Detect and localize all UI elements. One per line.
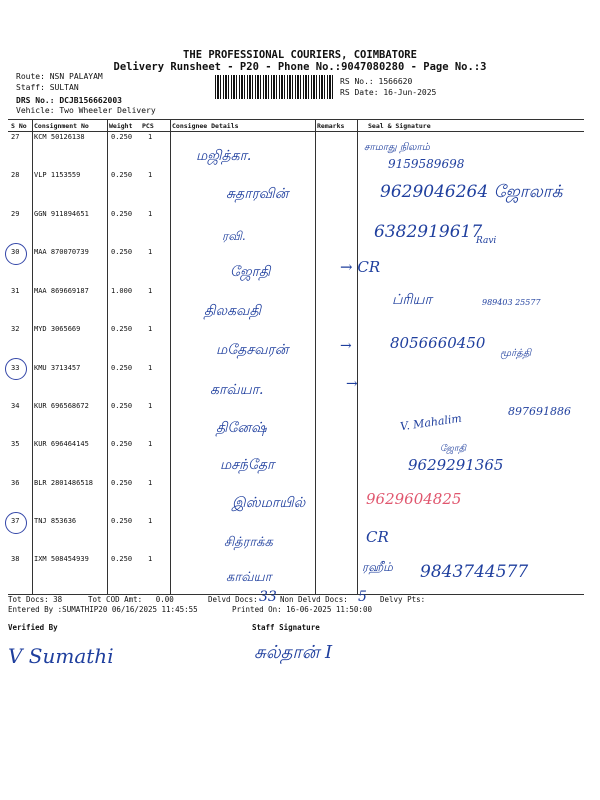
row-pcs: 1 (148, 364, 153, 372)
row-sno: 27 (11, 133, 20, 141)
col-header-consignment: Consignment No (34, 122, 89, 130)
row-pcs: 1 (148, 248, 153, 256)
company-title: THE PROFESSIONAL COURIERS, COIMBATORE (183, 49, 417, 61)
arrow-mark: → (340, 338, 352, 354)
seal-handwriting: CR (366, 528, 389, 546)
row-sno: 35 (11, 440, 20, 448)
row-pcs: 1 (148, 555, 153, 563)
consignee-handwriting: ரவி. (222, 229, 246, 243)
seal-handwriting: மூர்த்தி (500, 348, 532, 359)
seal-handwriting: ரஹீம் (362, 560, 393, 574)
seal-handwriting: V. Mahalim (399, 411, 463, 434)
col-divider (357, 119, 358, 595)
entered-by: Entered By :SUMATHIP20 06/16/2025 11:45:55 (8, 605, 198, 614)
tot-docs: Tot Docs: 38 (8, 595, 63, 604)
consignee-handwriting: மசந்தோ (220, 457, 275, 473)
row-sno: 29 (11, 210, 20, 218)
remark-arrow-handwriting: → CR (340, 258, 381, 276)
seal-phone-handwriting: 897691886 (508, 405, 571, 418)
seal-phone-handwriting: 9159589698 (388, 157, 465, 171)
row-consignment: BLR 2801486518 (34, 479, 94, 487)
row-pcs: 1 (148, 325, 153, 333)
row-pcs: 1 (148, 402, 153, 410)
row-pcs: 1 (148, 517, 153, 525)
col-header-consignee: Consignee Details (172, 122, 239, 130)
row-weight: 0.250 (111, 364, 133, 372)
runsheet-subtitle: Delivery Runsheet - P20 - Phone No.:9047080280 - Page No.:3 (113, 61, 487, 73)
row-weight: 0.250 (111, 479, 133, 487)
col-header-seal: Seal & Signature (368, 122, 431, 130)
col-divider (32, 119, 33, 595)
row-consignment: KCM 50126138 (34, 133, 85, 141)
row-weight: 0.250 (111, 555, 133, 563)
col-header-sno: S No (11, 122, 27, 130)
row-sno: 32 (11, 325, 20, 333)
staff-signature-label: Staff Signature (252, 623, 320, 632)
row-pcs: 1 (148, 287, 153, 295)
col-divider (170, 119, 171, 595)
consignee-handwriting: சுதாரவின் (226, 186, 289, 202)
row-pcs: 1 (148, 171, 153, 179)
row-consignment: MYD 3065669 (34, 325, 81, 333)
consignee-handwriting: இஸ்மாயில் (232, 495, 306, 511)
col-header-weight: Weight (109, 122, 133, 130)
seal-phone-handwriting: 989403 25577 (482, 298, 541, 307)
row-weight: 0.250 (111, 248, 133, 256)
rs-no-line: RS No.: 1566620 (340, 77, 413, 86)
row-weight: 0.250 (111, 517, 133, 525)
consignee-handwriting: காவ்யா (226, 570, 272, 585)
row-consignment: KUR 696464145 (34, 440, 89, 448)
consignee-handwriting: காவ்யா. (210, 382, 264, 398)
row-pcs: 1 (148, 479, 153, 487)
row-consignment: TNJ 853636 (34, 517, 77, 525)
tot-cod-amt: Tot COD Amt: 0.00 (88, 595, 174, 604)
seal-phone-handwriting: 9629046264 ஜோலாக் (380, 182, 563, 202)
rs-date-line: RS Date: 16-Jun-2025 (340, 88, 437, 97)
non-delvd-docs: Non Delvd Docs: (280, 595, 348, 604)
staff-signature: சுல்தான் I (254, 642, 333, 663)
vehicle-line: Vehicle: Two Wheeler Delivery (16, 106, 156, 115)
row-consignment: VLP 1153559 (34, 171, 81, 179)
row-consignment: KUR 696568672 (34, 402, 89, 410)
barcode-image (215, 75, 335, 99)
seal-phone-handwriting: 8056660450 (390, 334, 486, 352)
delvd-docs-handwriting: 33 (259, 589, 277, 605)
seal-handwriting: ப்ரியா (392, 292, 432, 308)
row-sno: 31 (11, 287, 20, 295)
delvd-docs: Delvd Docs: (208, 595, 258, 604)
route-line: Route: NSN PALAYAM (16, 72, 103, 81)
row-sno: 34 (11, 402, 20, 410)
consignee-handwriting: திலகவதி (204, 303, 261, 319)
seal-phone-handwriting: 9629604825 (366, 490, 462, 508)
seal-handwriting: Ravi (476, 236, 497, 246)
row-sno: 36 (11, 479, 20, 487)
row-sno: 37 (11, 517, 20, 525)
row-pcs: 1 (148, 210, 153, 218)
non-delvd-handwriting: 5 (358, 589, 367, 605)
delvy-pts: Delvy Pts: (380, 595, 426, 604)
staff-line: Staff: SULTAN (16, 83, 79, 92)
verified-by-label: Verified By (8, 623, 58, 632)
row-weight: 0.250 (111, 402, 133, 410)
row-sno: 30 (11, 248, 20, 256)
row-pcs: 1 (148, 133, 153, 141)
seal-phone-handwriting: 9843744577 (420, 562, 529, 582)
row-sno: 38 (11, 555, 20, 563)
col-header-pcs: PCS (142, 122, 154, 130)
seal-phone-handwriting: 9629291365 (408, 456, 504, 474)
consignee-handwriting: மஜித்கா. (196, 148, 252, 164)
consignee-handwriting: ஜோதி (230, 264, 271, 280)
row-weight: 0.250 (111, 171, 133, 179)
table-top-rule (8, 119, 584, 120)
drs-line: DRS No.: DCJB156662003 (16, 96, 122, 105)
col-divider (107, 119, 108, 595)
seal-handwriting: சாமாது நிலாம் (364, 142, 430, 153)
row-weight: 0.250 (111, 325, 133, 333)
row-sno: 28 (11, 171, 20, 179)
consignee-handwriting: மதேசவரன் (216, 342, 289, 358)
seal-handwriting: ஜோதி (440, 444, 466, 454)
col-header-remarks: Remarks (317, 122, 345, 130)
row-consignment: IXM 508454939 (34, 555, 89, 563)
row-consignment: MAA 869669187 (34, 287, 89, 295)
row-weight: 1.000 (111, 287, 133, 295)
row-consignment: GGN 911894651 (34, 210, 89, 218)
consignee-handwriting: தினேஷ் (216, 420, 267, 436)
seal-phone-handwriting: 6382919617 (374, 222, 483, 242)
row-consignment: MAA 870070739 (34, 248, 89, 256)
consignee-handwriting: சித்ராக்க (224, 535, 273, 550)
table-header-rule (8, 131, 584, 132)
row-pcs: 1 (148, 440, 153, 448)
printed-on: Printed On: 16-06-2025 11:50:00 (232, 605, 372, 614)
row-weight: 0.250 (111, 210, 133, 218)
verifier-signature: V Sumathi (8, 644, 114, 668)
row-sno: 33 (11, 364, 20, 372)
row-weight: 0.250 (111, 133, 133, 141)
arrow-mark: → (346, 376, 358, 392)
row-weight: 0.250 (111, 440, 133, 448)
col-divider (315, 119, 316, 595)
row-consignment: KMU 3713457 (34, 364, 81, 372)
